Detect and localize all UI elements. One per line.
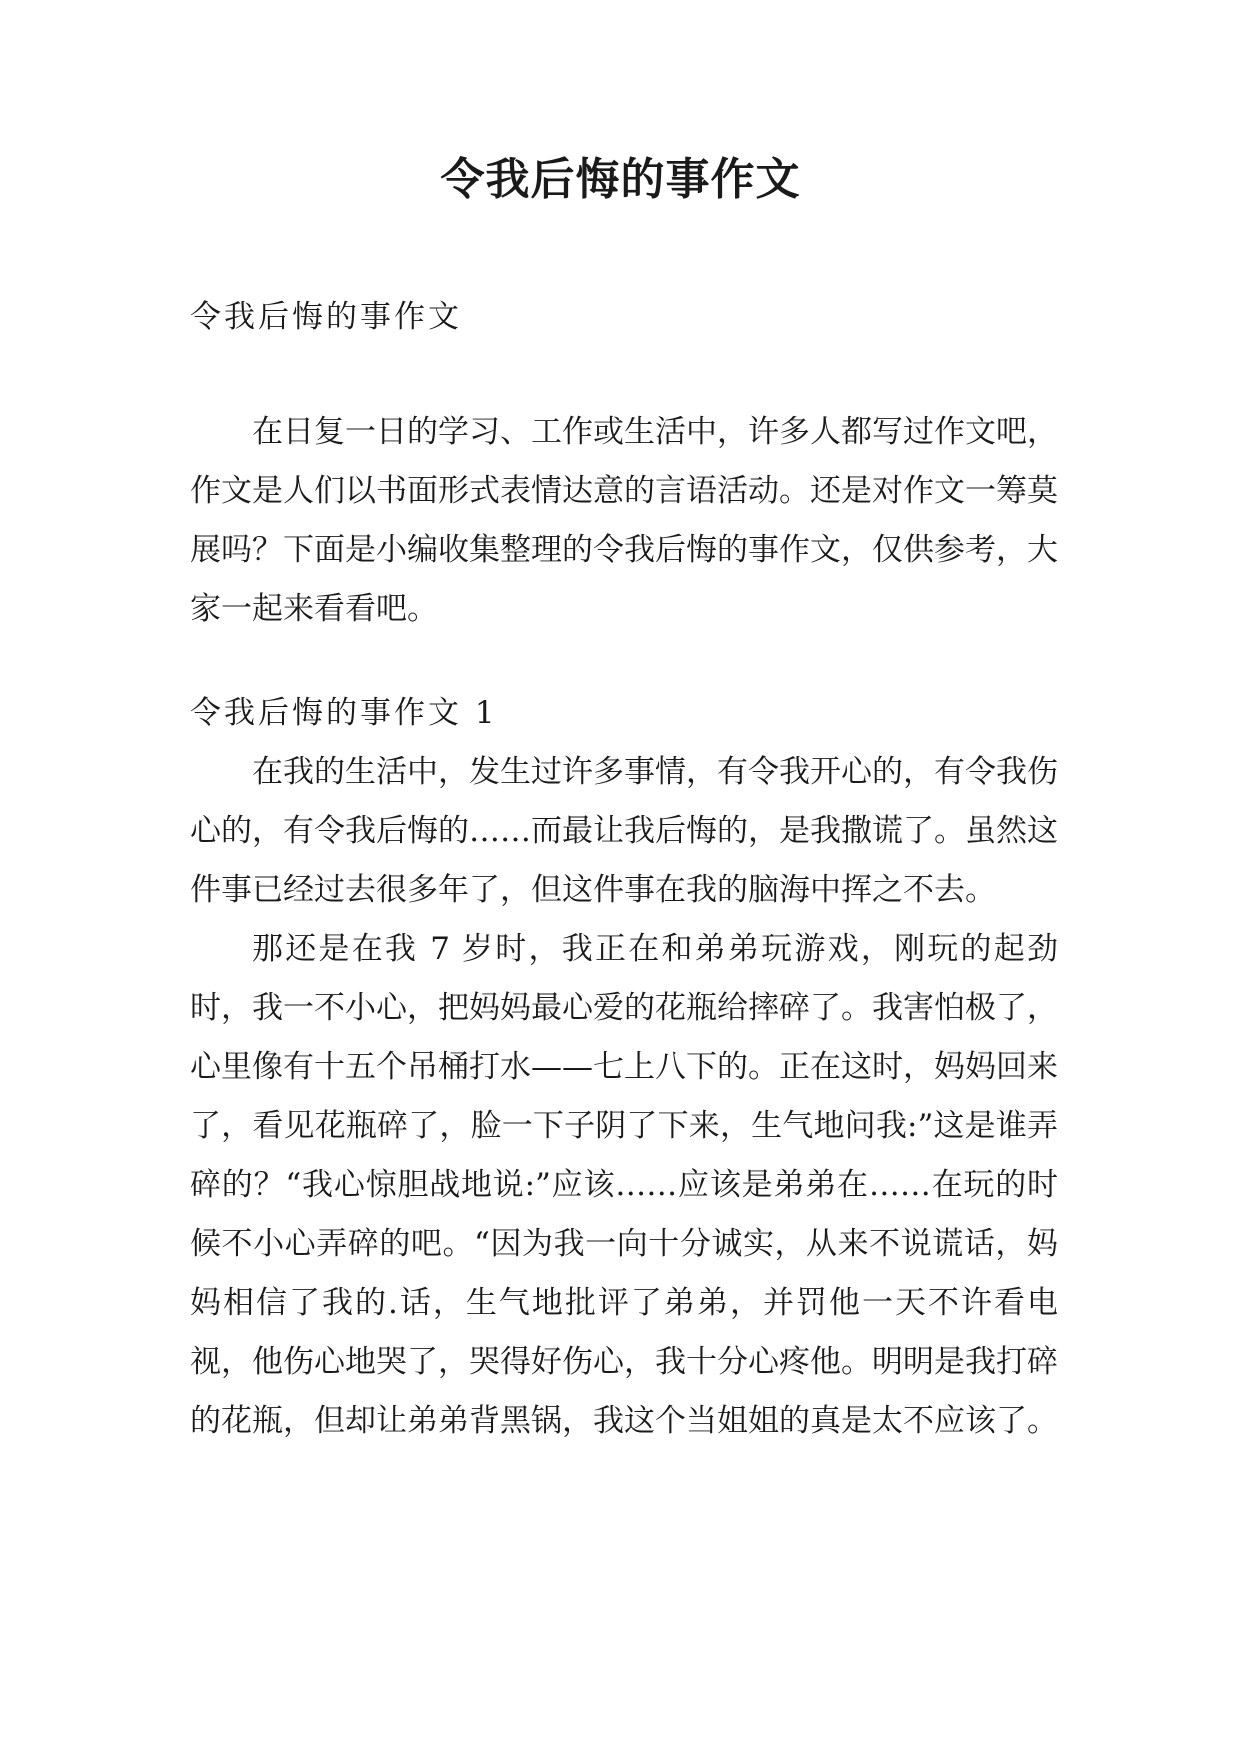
document-body xyxy=(190,288,1058,1451)
section-heading: 令我后悔的事作文 1 xyxy=(190,695,498,731)
document-subtitle: 令我后悔的事作文 xyxy=(190,299,462,335)
body-paragraph: 在我的生活中，发生过许多事情，有令我开心的，有令我伤心的，有令我后悔的……而最让我后悔的，是我撒谎了。虽然这件事已经过去很多年了，但这件事在我的脑海中挥之不去。 xyxy=(190,754,1058,908)
intro-paragraph: 在日复一日的学习、工作或生活中，许多人都写过作文吧，作文是人们以书面形式表情达意的言语活动。还是对作文一筹莫展吗？下面是小编收集整理的令我后悔的事作文，仅供参考，大家一起来看看吧。 xyxy=(190,414,1058,627)
document-title: 令我后悔的事作文 xyxy=(440,154,801,205)
body-paragraph: 那还是在我 7 岁时，我正在和弟弟玩游戏，刚玩的起劲时，我一不小心，把妈妈最心爱的花瓶给摔碎了。我害怕极了，心里像有十五个吊桶打水——七上八下的。正在这时，妈妈回来了，看见花瓶碎了，脸一下子阴了下来，生气地问我:”这是谁弄碎的？“我心惊胆战地说:”应该……应该是弟弟在……在玩的时候不小心弄碎的吧。“因为我一向十分诚实，从来不说谎话，妈妈相信了我的.话，生气地批评了弟弟，并罚他一天不许看电视，他伤心地哭了，哭得好伤心，我十分心疼他。明明是我打碎的花瓶，但却让弟弟背黑锅，我这个当姐姐的真是太不应该了。 xyxy=(190,931,1058,1439)
